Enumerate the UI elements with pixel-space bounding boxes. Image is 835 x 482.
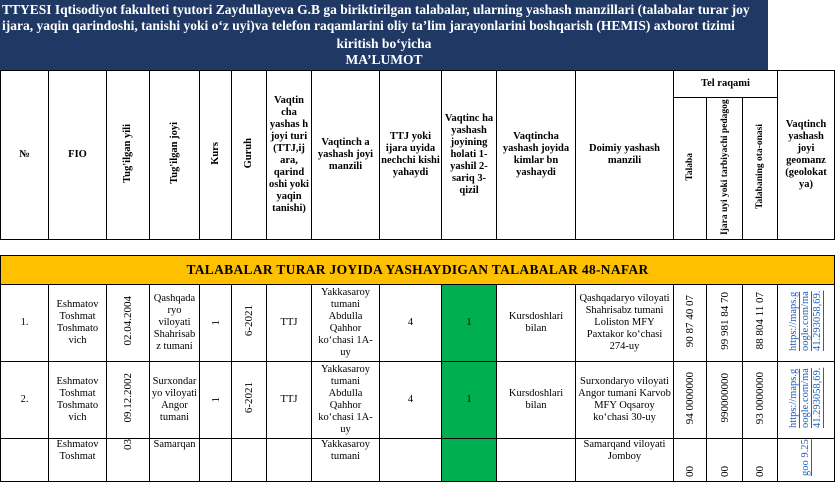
cell-phone-tutor: 990000000 [707, 362, 743, 439]
cell-place: Samarqan [150, 439, 200, 482]
cell-phone-tutor: 99 981 84 70 [707, 285, 743, 362]
cell-place: Qashqada ryo viloyati Shahrisab z tumani [150, 285, 200, 362]
table-row [1, 362, 835, 439]
cell-course: 1 [200, 285, 232, 362]
header-phone-tutor: Ijara uyi yoki tarbiyachi pedagog [707, 98, 743, 240]
header-phone-parents: Talabaning ota-onasi [743, 98, 778, 240]
cell-phone-tutor: 00 [707, 439, 743, 482]
cell-fio: Eshmatov Toshmat Toshmato vich [49, 362, 107, 439]
cell-state [442, 439, 497, 482]
header-temp-type: Vaqtin cha yashas h joyi turi (TTJ,ij ara, qarind oshi yoki yaqin tanishi) [267, 71, 312, 240]
header-temp-state: Vaqtinc ha yashash joyining holati 1-yashil 2-sariq 3-qizil [442, 71, 497, 240]
students-table [0, 70, 835, 482]
cell-type: TTJ [267, 362, 312, 439]
cell-phone-parents: 88 804 11 07 [743, 285, 778, 362]
cell-with [497, 439, 576, 482]
cell-state: 1 [442, 362, 497, 439]
cell-num [1, 439, 49, 482]
cell-address: Yakkasaroy tumani Abdulla Qahhor ko‘chasi 1A-uy [312, 362, 380, 439]
title-line-4: MA’LUMOT [345, 52, 423, 67]
title-line-1: TTYESI Iqtisodiyot fakulteti tyutori Zaydullayeva G.B ga biriktirilgan talabalar, ularning yashash manzillari (talabalar turar joy [2, 2, 750, 17]
section-title: TALABALAR TURAR JOYIDA YASHAYDIGAN TALABALAR 48-NAFAR [1, 256, 835, 285]
header-group: Guruh [232, 71, 267, 240]
cell-perm: Samarqand viloyati Jomboy [576, 439, 674, 482]
cell-phone-student: 94 0000000 [674, 362, 707, 439]
cell-birth: 03 [107, 439, 150, 482]
cell-type [267, 439, 312, 482]
cell-geo-link[interactable]: goo 9.25 [778, 439, 835, 482]
cell-perm: Qashqadaryo viloyati Shahrisabz tumani Loliston MFY Paxtakor ko‘chasi 274-uy [576, 285, 674, 362]
cell-address: Yakkasaroy tumani Abdulla Qahhor ko‘chasi 1A-uy [312, 285, 380, 362]
cell-num: 1. [1, 285, 49, 362]
cell-count [380, 439, 442, 482]
cell-count: 4 [380, 285, 442, 362]
cell-group [232, 439, 267, 482]
cell-course: 1 [200, 362, 232, 439]
cell-birth: 09.12.2002 [107, 362, 150, 439]
cell-address: Yakkasaroy tumani [312, 439, 380, 482]
cell-type: TTJ [267, 285, 312, 362]
header-phone-group: Tel raqami [674, 71, 778, 98]
table-header [1, 71, 835, 240]
cell-fio: Eshmatov Toshmat Toshmato vich [49, 285, 107, 362]
table-row [1, 285, 835, 362]
cell-with: Kursdoshlari bilan [497, 285, 576, 362]
header-temp-with: Vaqtincha yashash joyida kimlar bn yashaydi [497, 71, 576, 240]
header-temp-address: Vaqtinch a yashash joyi manzili [312, 71, 380, 240]
header-ttj-count: TTJ yoki ijara uyida nechchi kishi yahaydi [380, 71, 442, 240]
cell-phone-parents: 00 [743, 439, 778, 482]
header-birth-place: Tug'ilgan joyi [150, 71, 200, 240]
cell-count: 4 [380, 362, 442, 439]
cell-geo-link[interactable]: https://maps.g oogle.com/ma 41.293058,69. [778, 362, 835, 439]
cell-with: Kursdoshlari bilan [497, 362, 576, 439]
header-geo: Vaqtinch yashash joyi geomanz (geolokat ya) [778, 71, 835, 240]
cell-phone-student: 90 87 40 07 [674, 285, 707, 362]
header-birth-year: Tug'ilgan yili [107, 71, 150, 240]
header-phone-student: Talaba [674, 98, 707, 240]
cell-course [200, 439, 232, 482]
section-row [1, 256, 835, 285]
header-fio: FIO [49, 71, 107, 240]
cell-birth: 02.04.2004 [107, 285, 150, 362]
cell-phone-student: 00 [674, 439, 707, 482]
cell-geo-link[interactable]: https://maps.g oogle.com/ma 41.293058,69. [778, 285, 835, 362]
cell-phone-parents: 93 0000000 [743, 362, 778, 439]
cell-state: 1 [442, 285, 497, 362]
title-line-3: kiritish bo‘yicha [336, 36, 432, 51]
table-row [1, 439, 835, 482]
cell-num: 2. [1, 362, 49, 439]
header-perm-address: Doimiy yashash manzili [576, 71, 674, 240]
cell-place: Surxondar yo viloyati Angor tumani [150, 362, 200, 439]
title-line-2: ijara, yaqin qarindoshi, tanishi yoki o‘z uyi)va telefon raqamlarini oliy ta’lim jarayonlarini boshqarish (HEMIS) axborot tizimi [2, 18, 735, 33]
cell-group: 6-2021 [232, 362, 267, 439]
document-title-banner [0, 0, 768, 70]
cell-group: 6-2021 [232, 285, 267, 362]
header-num: № [1, 71, 49, 240]
header-course: Kurs [200, 71, 232, 240]
cell-perm: Surxondaryo viloyati Angor tumani Karvob MFY Oqsaroy ko‘chasi 30-uy [576, 362, 674, 439]
cell-fio: Eshmatov Toshmat [49, 439, 107, 482]
